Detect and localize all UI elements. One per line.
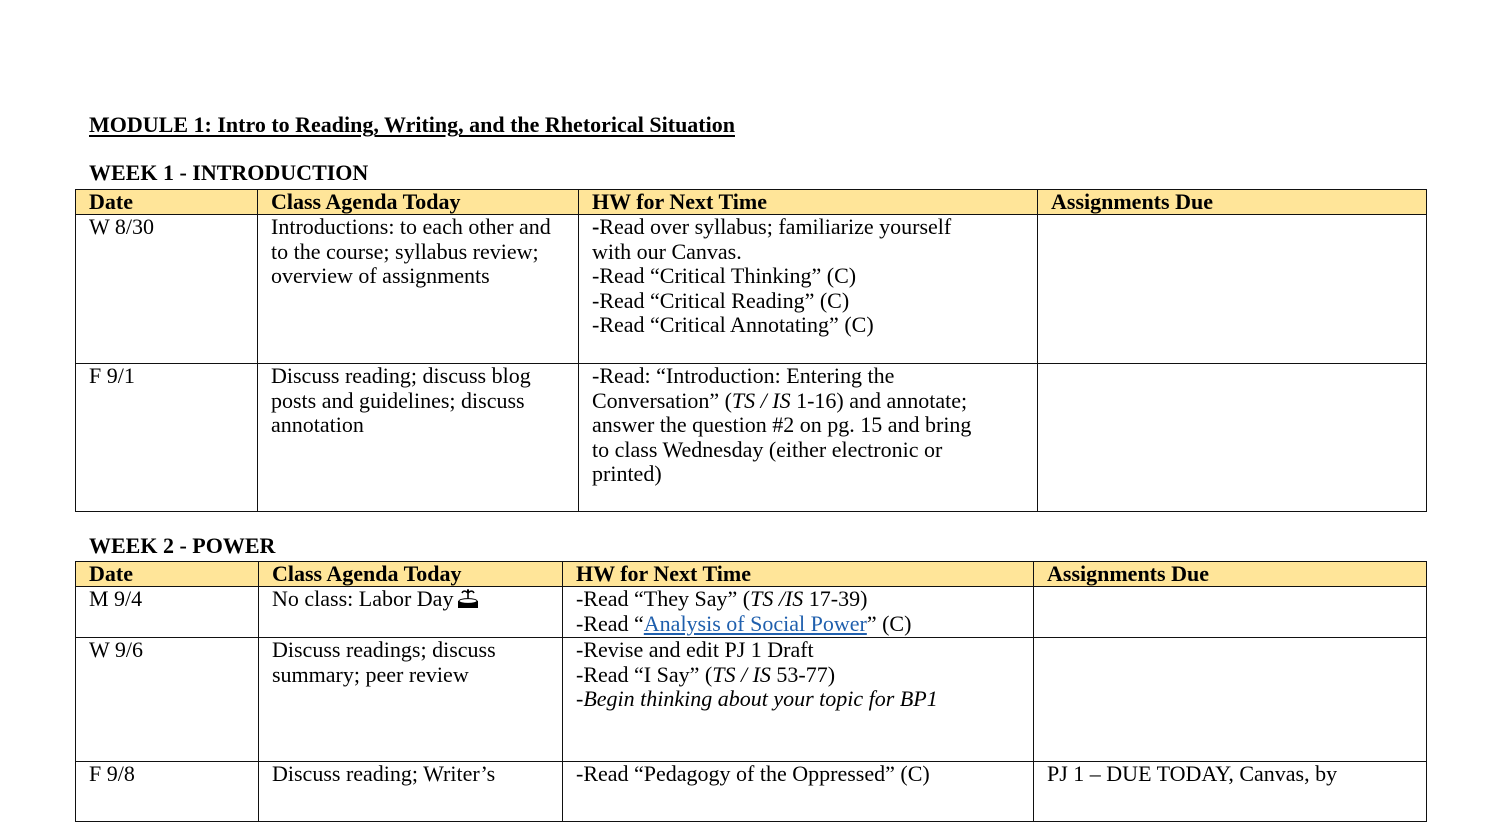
hw-line: answer the question #2 on pg. 15 and bring <box>592 412 972 437</box>
table-row <box>76 587 1427 638</box>
date-text: W 8/30 <box>89 214 154 239</box>
due-cell <box>1034 638 1427 762</box>
hw-line <box>576 663 1033 688</box>
agenda-cell <box>258 215 579 364</box>
week2-schedule-table <box>75 561 1427 822</box>
table-row <box>76 762 1427 822</box>
book-abbrev: TS / IS <box>731 387 791 413</box>
agenda-text: No class: Labor Day <box>272 586 454 611</box>
due-cell <box>1038 215 1427 364</box>
agenda-text: Introductions: to each other and to the course; syllabus review; overview of assignments <box>271 214 551 288</box>
hw-line: -Read “Pedagogy of the Oppressed” (C) <box>576 761 930 786</box>
hw-line <box>592 389 1037 414</box>
agenda-text: Discuss reading; discuss blog posts and guidelines; discuss annotation <box>271 363 531 437</box>
hw-text: ” (C) <box>866 610 912 636</box>
hw-cell <box>563 587 1034 638</box>
column-header-agenda: Class Agenda Today <box>258 190 579 215</box>
book-abbrev: TS / IS <box>712 661 771 687</box>
column-header-agenda: Class Agenda Today <box>259 562 563 587</box>
module-title: MODULE 1: Intro to Reading, Writing, and the Rhetorical Situation <box>89 112 735 137</box>
table-row <box>76 364 1427 512</box>
hw-line: -Read “Critical Annotating” (C) <box>592 312 874 337</box>
column-header-due: Assignments Due <box>1034 562 1427 587</box>
date-cell <box>76 364 258 512</box>
hw-line: -Revise and edit PJ 1 Draft <box>576 637 814 662</box>
table-row <box>76 638 1427 762</box>
hw-line <box>576 612 1033 637</box>
hw-line: to class Wednesday (either electronic or <box>592 436 943 462</box>
hw-text: -Read “They Say” ( <box>576 586 751 611</box>
due-cell <box>1034 587 1427 638</box>
hw-dash: - <box>592 214 600 239</box>
hw-cell <box>563 638 1034 762</box>
date-cell <box>76 762 259 822</box>
date-cell <box>76 638 259 762</box>
hw-text: Read over syllabus; familiarize yourself <box>599 214 952 239</box>
hw-line: with our Canvas. <box>592 238 742 264</box>
column-header-date: Date <box>76 562 259 587</box>
column-header-date: Date <box>76 190 258 215</box>
agenda-text: Discuss readings; discuss summary; peer review <box>272 637 496 687</box>
table-row <box>76 215 1427 364</box>
hw-text: 17-39) <box>803 586 868 611</box>
table-header-row <box>76 562 1427 587</box>
hw-text: Conversation” ( <box>592 387 732 413</box>
hw-line: -Read: “Introduction: Entering the <box>592 363 895 388</box>
island-icon <box>457 588 479 608</box>
hw-text: 53-77) <box>770 661 836 687</box>
week1-title: WEEK 1 - INTRODUCTION <box>89 160 369 185</box>
hw-text: 1-16) and annotate; <box>790 387 968 413</box>
column-header-due: Assignments Due <box>1038 190 1427 215</box>
date-cell <box>76 587 259 638</box>
hw-line <box>592 215 1037 240</box>
due-cell <box>1038 364 1427 512</box>
analysis-of-social-power-link[interactable]: Analysis of Social Power <box>643 610 867 636</box>
table-header-row <box>76 190 1427 215</box>
book-abbrev: TS /IS <box>750 586 804 611</box>
hw-line: -Read “Critical Thinking” (C) <box>592 263 857 288</box>
due-text: PJ 1 – DUE TODAY, Canvas, by <box>1047 761 1338 786</box>
agenda-cell <box>259 638 563 762</box>
date-text: M 9/4 <box>89 586 143 611</box>
date-text: W 9/6 <box>89 637 143 662</box>
hw-text: -Read “ <box>576 610 644 636</box>
column-header-hw: HW for Next Time <box>579 190 1038 215</box>
hw-line: printed) <box>592 461 662 486</box>
agenda-cell <box>259 762 563 822</box>
hw-line <box>576 587 1033 612</box>
hw-cell <box>579 215 1038 364</box>
date-text: F 9/8 <box>89 761 135 786</box>
due-cell <box>1034 762 1427 822</box>
agenda-cell <box>258 364 579 512</box>
column-header-hw: HW for Next Time <box>563 562 1034 587</box>
hw-cell <box>579 364 1038 512</box>
date-cell <box>76 215 258 364</box>
hw-line: -Begin thinking about your topic for BP1 <box>576 686 938 711</box>
agenda-text: Discuss reading; Writer’s <box>272 761 496 786</box>
agenda-cell <box>259 587 563 638</box>
date-text: F 9/1 <box>89 363 135 388</box>
hw-line: -Read “Critical Reading” (C) <box>592 287 850 313</box>
week2-title: WEEK 2 - POWER <box>89 533 276 558</box>
hw-text: -Read “I Say” ( <box>576 661 713 687</box>
week1-schedule-table <box>75 189 1427 512</box>
hw-cell <box>563 762 1034 822</box>
